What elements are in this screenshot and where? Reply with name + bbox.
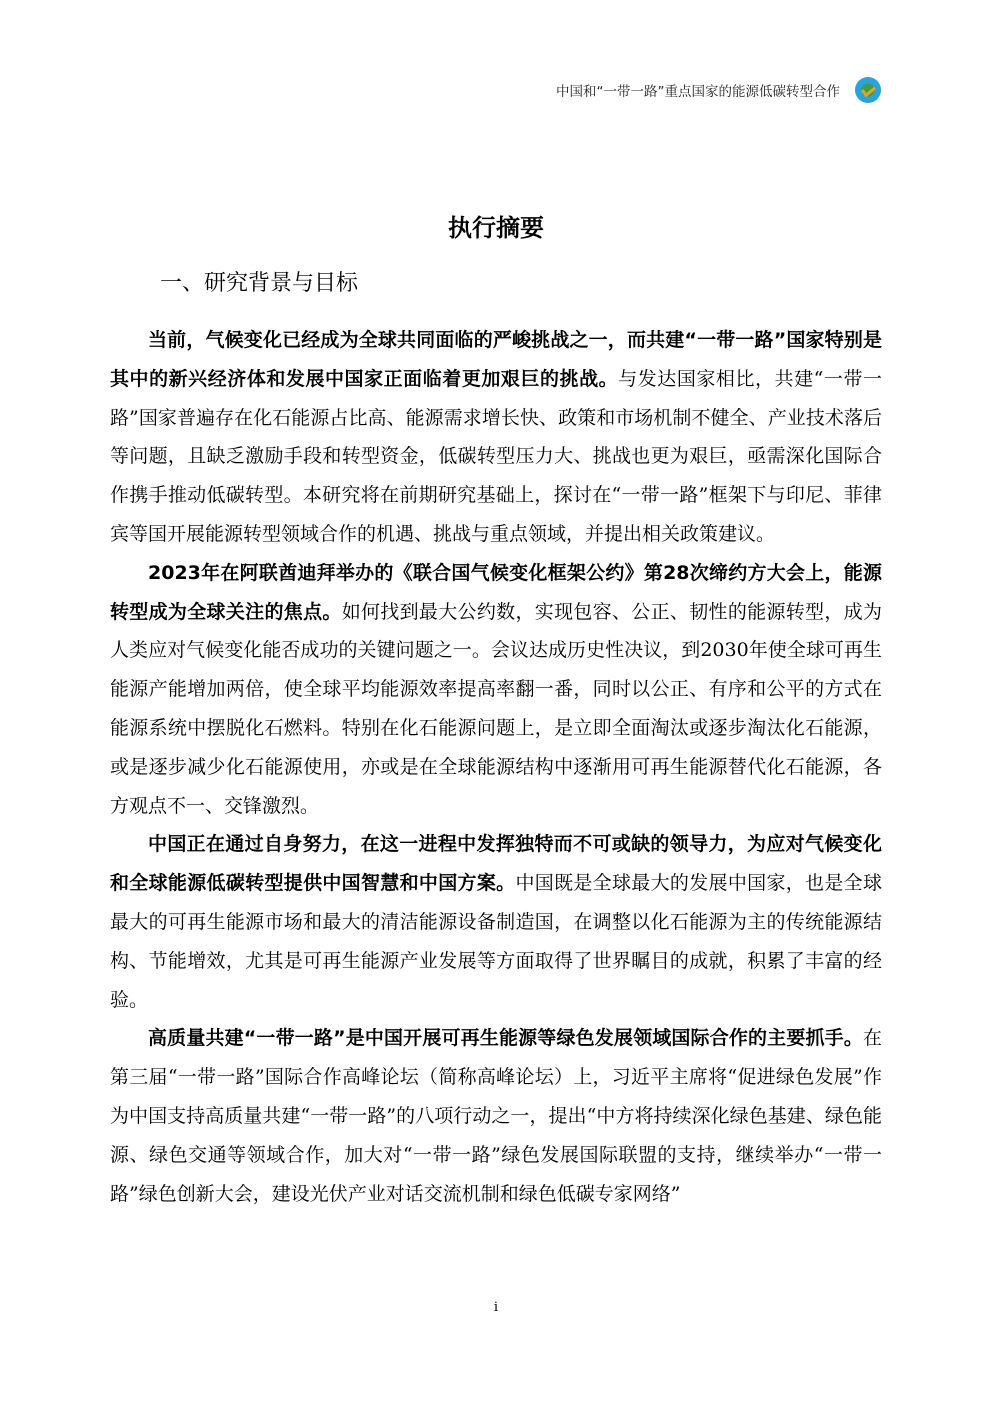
paragraph-lead: 中国正在通过自身努力，在这一进程中发挥独特而不可或缺的领导力，为应对气候变化和全球能源低碳转型提供中国智慧和中国方案。 — [110, 833, 882, 895]
paragraph-text: 在第三届“一带一路”国际合作高峰论坛（简称高峰论坛）上，习近平主席将“促进绿色发展”作为中国支持高质量共建“一带一路”的八项行动之一，提出“中方将持续深化绿色基建、绿色能源、绿色交通等领域合作，加大对“一带一路”绿色发展国际联盟的支持，继续举办“一带一路”绿色创新大会，建设光伏产业对话交流机制和绿色低碳专家网络” — [110, 1027, 882, 1205]
paragraph — [110, 554, 882, 826]
paragraph-lead: 高质量共建“一带一路”是中国开展可再生能源等绿色发展领域国际合作的主要抓手。 — [148, 1027, 863, 1050]
paragraph-text: 中国既是全球最大的发展中国家，也是全球最大的可再生能源市场和最大的清洁能源设备制造国，在调整以化石能源为主的传统能源结构、节能增效，尤其是可再生能源产业发展等方面取得了世界瞩目的成就，积累了丰富的经验。 — [110, 872, 882, 1011]
document-body — [110, 321, 882, 1213]
section-heading: 一、研究背景与目标 — [160, 271, 359, 296]
paragraph-text: 与发达国家相比，共建“一带一路”国家普遍存在化石能源占比高、能源需求增长快、政策和市场机制不健全、产业技术落后等问题，且缺乏激励手段和转型资金，低碳转型压力大、挑战也更为艰巨，亟需深化国际合作携手推动低碳转型。本研究将在前期研究基础上，探讨在“一带一路”框架下与印尼、菲律宾等国开展能源转型领域合作的机遇、挑战与重点领域，并提出相关政策建议。 — [110, 367, 882, 545]
running-header: 中国和“一带一路”重点国家的能源低碳转型合作 — [556, 84, 840, 100]
paragraph — [110, 825, 882, 1019]
page-number: i — [493, 1300, 499, 1315]
paragraph — [110, 321, 882, 554]
paragraph-lead: 当前，气候变化已经成为全球共同面临的严峻挑战之一，而共建“一带一路”国家特别是其中的新兴经济体和发展中国家正面临着更加艰巨的挑战。 — [110, 329, 882, 390]
paragraph — [110, 1019, 882, 1213]
paragraph-text: 如何找到最大公约数，实现包容、公正、韧性的能源转型，成为人类应对气候变化能否成功的关键问题之一。会议达成历史性决议，到2030年使全球可再生能源产能增加两倍，使全球平均能源效率提高率翻一番，同时以公正、有序和公平的方式在能源系统中摆脱化石燃料。特别在化石能源问题上，是立即全面淘汰或逐步淘汰化石能源，或是逐步减少化石能源使用，亦或是在全球能源结构中逐渐用可再生能源替代化石能源，各方观点不一、交锋激烈。 — [110, 600, 882, 817]
page-title: 执行摘要 — [448, 214, 544, 242]
logo-icon — [855, 77, 881, 103]
paragraph-lead: 2023年在阿联酋迪拜举办的《联合国气候变化框架公约》第28次缔约方大会上，能源转型成为全球关注的焦点。 — [110, 561, 882, 623]
